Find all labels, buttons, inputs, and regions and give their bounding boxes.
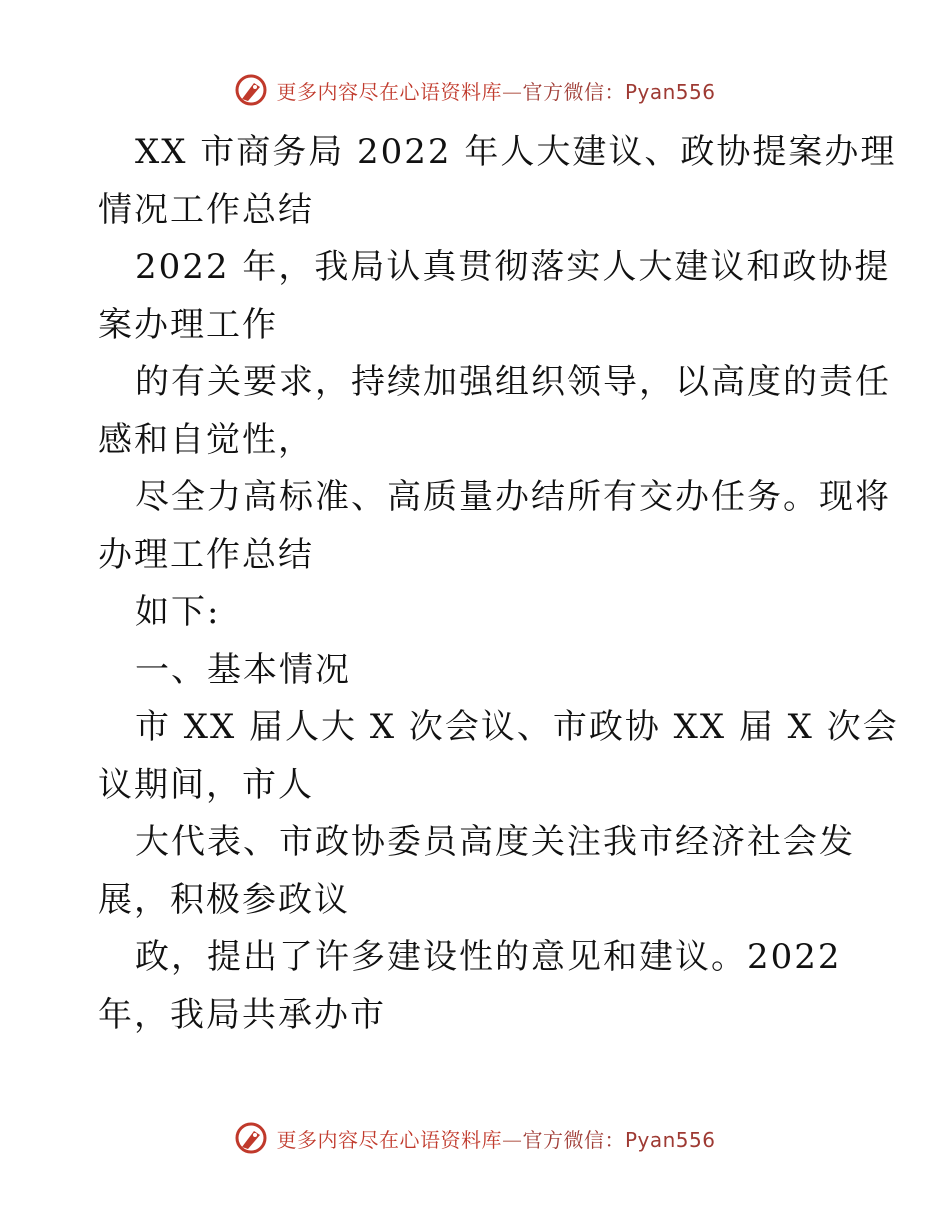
watermark-footer xyxy=(0,1118,950,1158)
text-line: 大代表、市政协委员高度关注我市经济社会发 xyxy=(135,822,855,862)
document-body xyxy=(98,124,899,1044)
text-line: 感和自觉性， xyxy=(98,419,314,460)
text-line: 如下: xyxy=(135,592,221,632)
text-line: 的有关要求，持续加强组织领导，以高度的责任 xyxy=(135,362,891,402)
text-line: 2022 年，我局认真贯彻落实人大建议和政协提 xyxy=(135,247,891,287)
watermark-wechat: 官方微信：Pyan556 xyxy=(522,1127,716,1152)
text-line: 展，积极参政议 xyxy=(98,879,350,920)
watermark-text: 更多内容尽在心语资料库 xyxy=(276,79,502,104)
watermark-dash: — xyxy=(501,79,523,104)
pen-nib-circle-icon xyxy=(234,1121,268,1155)
text-line: 案办理工作 xyxy=(98,304,278,345)
text-line: 办理工作总结 xyxy=(98,534,314,575)
pen-nib-circle-icon xyxy=(234,73,268,107)
watermark-header xyxy=(0,70,950,110)
text-line: 一、基本情况 xyxy=(135,649,351,690)
watermark-wechat: 官方微信：Pyan556 xyxy=(522,79,716,104)
text-line: 尽全力高标准、高质量办结所有交办任务。现将 xyxy=(135,477,891,517)
text-line: 年，我局共承办市 xyxy=(98,994,386,1035)
text-line: XX 市商务局 2022 年人大建议、政协提案办理 xyxy=(135,132,897,172)
text-line: 政，提出了许多建设性的意见和建议。2022 xyxy=(135,937,842,977)
text-line: 情况工作总结 xyxy=(98,189,314,230)
text-line: 议期间，市人 xyxy=(98,764,314,805)
text-line: 市 XX 届人大 X 次会议、市政协 XX 届 X 次会 xyxy=(135,707,899,747)
watermark-dash: — xyxy=(501,1127,523,1152)
watermark-text: 更多内容尽在心语资料库 xyxy=(276,1127,502,1152)
